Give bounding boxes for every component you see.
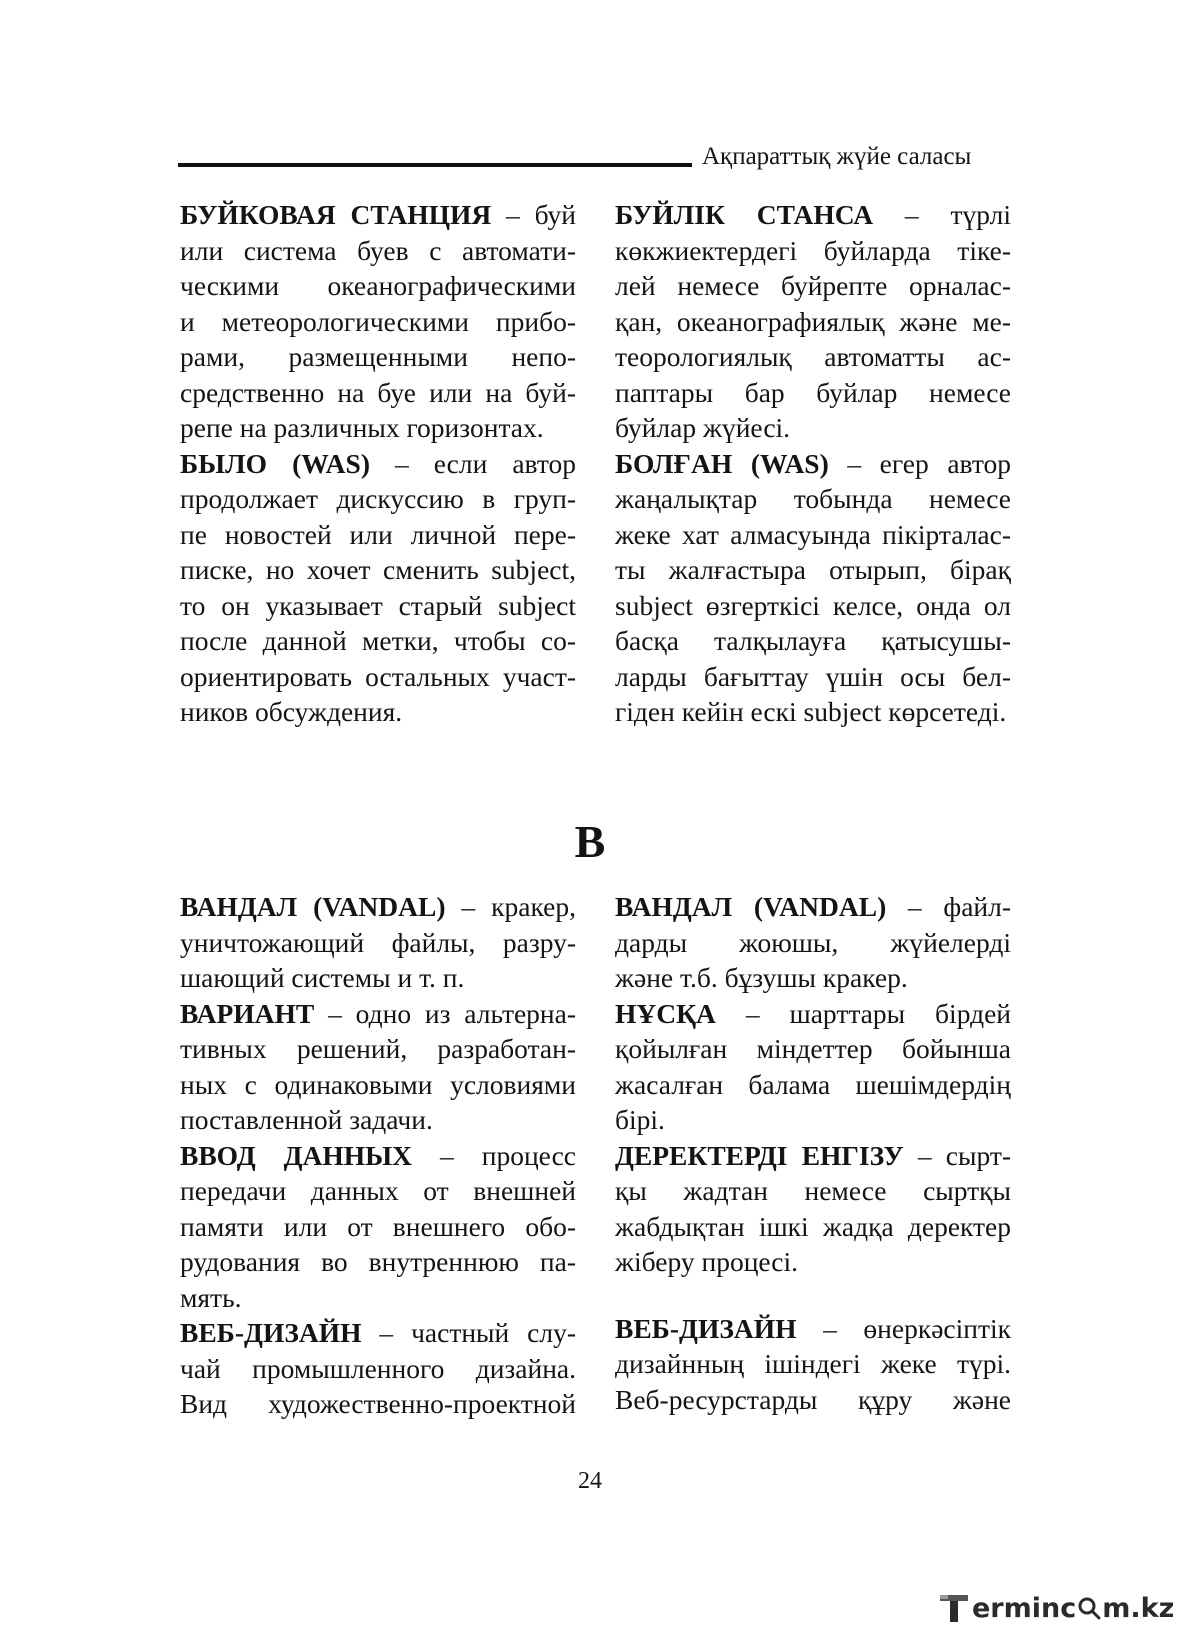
- entry-text: репе на различных горизонтах.: [180, 412, 544, 443]
- entry-term: БЫЛО (WAS): [180, 447, 370, 479]
- entry-term: ВАНДАЛ (VANDAL): [615, 891, 887, 922]
- dictionary-entry: [180, 889, 576, 996]
- entry-text: subject өзгерткісі келсе, онда ол: [615, 589, 1011, 621]
- entry-text: тивных решений, разработан-: [180, 1033, 576, 1064]
- entry-text: – шарттары бірдей: [715, 997, 1011, 1029]
- column-kazakh-bottom: [615, 889, 1011, 1417]
- entry-text: средственно на буе или на буй-: [180, 376, 576, 408]
- dictionary-entry: [180, 446, 576, 730]
- magnifier-icon: [1077, 1596, 1101, 1620]
- entry-text: ников обсуждения.: [180, 696, 403, 727]
- entry-term: ВАРИАНТ: [180, 997, 315, 1029]
- entry-text: пе новостей или личной пере-: [180, 518, 576, 550]
- dictionary-entry: [615, 996, 1011, 1138]
- entry-term: ВАНДАЛ (VANDAL): [180, 891, 446, 922]
- entry-term: НҰСҚА: [615, 997, 716, 1029]
- entry-text: рудования во внутреннюю па-: [180, 1246, 576, 1277]
- dictionary-entry: [615, 1138, 1011, 1280]
- entry-text: ных с одинаковыми условиями: [180, 1068, 576, 1100]
- entry-text: уничтожающий файлы, разру-: [180, 926, 576, 958]
- entry-text: Веб-ресурстарды құру және: [615, 1383, 1011, 1415]
- dictionary-entry: [615, 446, 1011, 730]
- entry-term: ВЕБ-ДИЗАЙН: [180, 1317, 362, 1348]
- entry-text: ты жалғастыра отырып, бірақ: [615, 554, 1011, 585]
- site-watermark: [938, 1592, 1174, 1624]
- section-letter: В: [574, 816, 606, 867]
- entry-text: или система буев с автомати-: [180, 234, 576, 266]
- entry-text: – кракер,: [445, 891, 576, 922]
- entry-text: шающий системы и т. п.: [180, 962, 465, 993]
- running-header: Ақпараттық жүйе саласы: [702, 143, 972, 170]
- entry-text: – өнеркәсіптік: [796, 1312, 1011, 1344]
- entry-text: дарды жоюшы, жүйелерді: [615, 926, 1011, 958]
- entry-term: БУЙЛІК СТАНСА: [615, 199, 874, 230]
- entry-text: ларды бағыттау үшін осы бел-: [615, 660, 1011, 692]
- spacer: [615, 1280, 1011, 1311]
- column-russian-top: [180, 197, 576, 730]
- dictionary-entry: [180, 197, 576, 446]
- entry-text: жаңалықтар тобында немесе: [615, 483, 1011, 514]
- entry-term: БОЛҒАН (WAS): [615, 447, 829, 479]
- entry-text: қойылған міндеттер бойынша: [615, 1033, 1011, 1064]
- entry-text: – частный слу-: [361, 1317, 576, 1348]
- entry-text: писке, но хочет сменить subject,: [180, 554, 576, 585]
- entry-text: памяти или от внешнего обо-: [180, 1210, 576, 1242]
- watermark-text: c: [1060, 1592, 1077, 1624]
- column-russian-bottom: [180, 889, 576, 1422]
- entry-term: ВВОД ДАННЫХ: [180, 1139, 413, 1171]
- watermark-text: ermin: [972, 1592, 1061, 1624]
- entry-text: қы жадтан немесе сыртқы: [615, 1175, 1011, 1206]
- entry-text: – буй: [491, 199, 576, 230]
- dictionary-entry: [180, 1138, 576, 1316]
- entry-term: БУЙКОВАЯ СТАНЦИЯ: [180, 199, 492, 230]
- page-number: 24: [578, 1468, 602, 1494]
- entry-text: теорологиялық автоматты ас-: [615, 341, 1011, 372]
- entry-text: бірі.: [615, 1104, 665, 1135]
- entry-text: және т.б. бұзушы кракер.: [615, 962, 908, 993]
- entry-text: – түрлі: [873, 199, 1011, 230]
- entry-text: и метеорологическими прибо-: [180, 305, 576, 337]
- entry-term: ДЕРЕКТЕРДІ ЕНГІЗУ: [615, 1139, 904, 1171]
- entry-text: то он указывает старый subject: [180, 589, 576, 621]
- entry-text: – егер автор: [828, 447, 1011, 479]
- entry-text: – одно из альтерна-: [314, 997, 576, 1029]
- entry-text: Вид художественно-проектной: [180, 1388, 576, 1419]
- entry-text: паптары бар буйлар немесе: [615, 376, 1011, 408]
- entry-text: чай промышленного дизайна.: [180, 1352, 576, 1384]
- entry-text: жіберу процесі.: [615, 1246, 799, 1277]
- entry-text: – файл-: [886, 891, 1011, 922]
- entry-text: продолжает дискуссию в груп-: [180, 483, 576, 514]
- entry-text: мять.: [180, 1281, 242, 1313]
- entry-text: ориентировать остальных участ-: [180, 660, 576, 692]
- entry-text: дизайнның ішіндегі жеке түрі.: [615, 1348, 1011, 1379]
- dictionary-entry: [615, 1311, 1011, 1418]
- entry-text: поставленной задачи.: [180, 1104, 433, 1135]
- entry-text: жеке хат алмасуында пікірталас-: [615, 518, 1011, 550]
- entry-text: передачи данных от внешней: [180, 1175, 576, 1206]
- entry-text: – если автор: [370, 447, 576, 479]
- entry-text: қан, океанографиялық және ме-: [615, 305, 1011, 337]
- column-kazakh-top: [615, 197, 1011, 730]
- entry-term: ВЕБ-ДИЗАЙН: [615, 1312, 797, 1344]
- entry-text: лей немесе буйрепте орналас-: [615, 270, 1011, 301]
- entry-text: басқа талқылауға қатысушы-: [615, 625, 1011, 656]
- entry-text: буйлар жүйесі.: [615, 412, 791, 443]
- entry-text: көкжиектердегі буйларда тіке-: [615, 234, 1011, 266]
- entry-text: рами, размещенными непо-: [180, 341, 576, 372]
- entry-text: после данной метки, чтобы со-: [180, 625, 576, 656]
- entry-text: гіден кейін ескі subject көрсетеді.: [615, 696, 1007, 727]
- entry-text: – процесс: [412, 1139, 576, 1171]
- entry-text: – сырт-: [903, 1139, 1012, 1171]
- dictionary-entry: [180, 1315, 576, 1422]
- watermark-text: m.kz: [1102, 1592, 1175, 1624]
- t-logo-icon: [938, 1592, 970, 1624]
- dictionary-entry: [180, 996, 576, 1138]
- entry-text: жабдықтан ішкі жадқа деректер: [615, 1210, 1011, 1242]
- dictionary-entry: [615, 889, 1011, 996]
- entry-text: ческими океанографическими: [180, 270, 576, 301]
- entry-text: жасалған балама шешімдердің: [615, 1068, 1011, 1100]
- header-rule: [178, 163, 692, 167]
- dictionary-entry: [615, 197, 1011, 446]
